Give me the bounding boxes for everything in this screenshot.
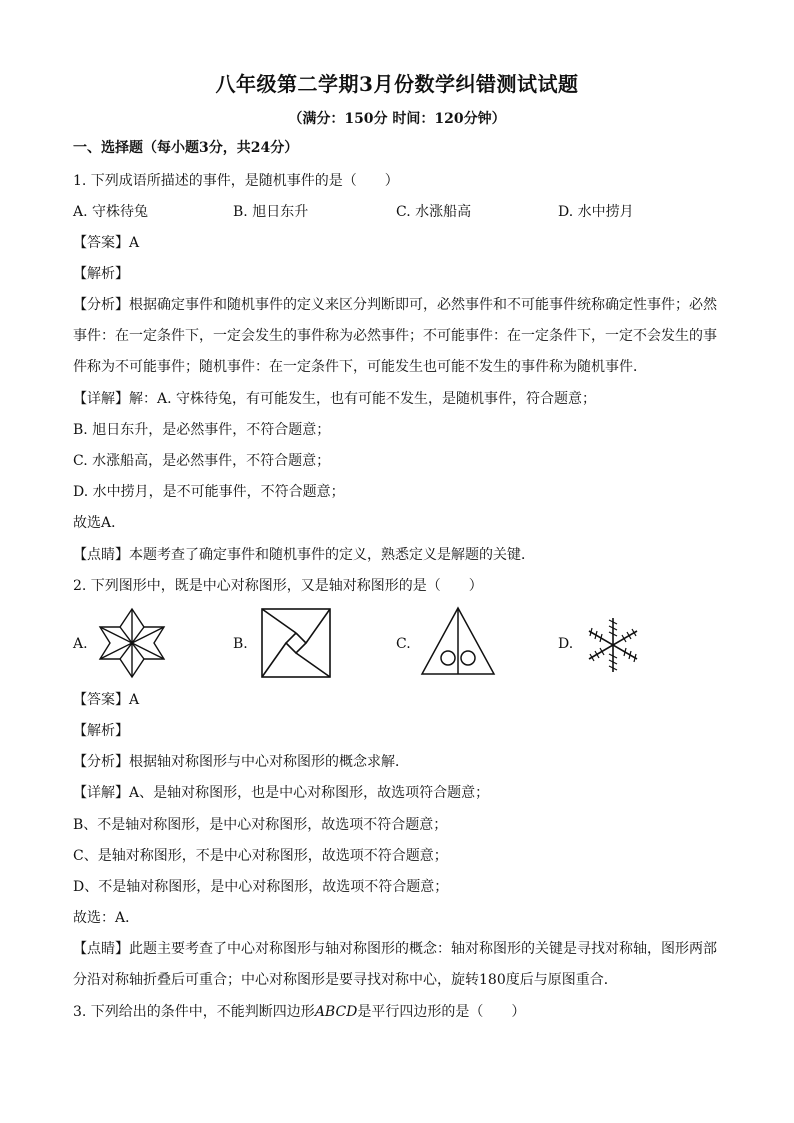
q3-stem-prefix: 3. 下列给出的条件中，不能判断四边形 xyxy=(73,1004,315,1020)
q2-detail-line-3: C、是轴对称图形，不是中心对称图形，故选项不符合题意； xyxy=(73,848,448,864)
q2-conclusion: 故选：A． xyxy=(73,910,140,926)
q3-stem-suffix: 是平行四边形的是（ ） xyxy=(357,1004,526,1020)
q2-stem: 2. 下列图形中，既是中心对称图形，又是轴对称图形的是（ ） xyxy=(73,578,483,594)
q2-comment-line-1: 【点睛】此题主要考查了中心对称图形与轴对称图形的概念：轴对称图形的关键是寻找对称轴，图形两部 xyxy=(73,941,717,957)
q2-option-c-label: C. xyxy=(396,636,411,652)
q2-detail-line-4: D、不是轴对称图形，是中心对称图形，故选项不符合题意； xyxy=(73,879,449,895)
q3-stem-variable: ABCD xyxy=(314,1004,358,1020)
q1-comment: 【点睛】本题考查了确定事件和随机事件的定义，熟悉定义是解题的关键． xyxy=(73,547,535,563)
q2-option-b-label: B. xyxy=(233,636,248,652)
q1-conclusion: 故选A． xyxy=(73,515,126,531)
q1-option-b: B. 旭日东升 xyxy=(233,204,309,220)
q1-detail-line-1: 【详解】解：A. 守株待兔，有可能发生，也有可能不发生，是随机事件，符合题意； xyxy=(73,391,597,407)
q1-detail-line-2: B. 旭日东升，是必然事件，不符合题意； xyxy=(73,422,331,438)
q1-analysis-line-1: 【分析】根据确定事件和随机事件的定义来区分判断即可，必然事件和不可能事件统称确定性事件；必然 xyxy=(73,297,717,313)
q1-option-c: C. 水涨船高 xyxy=(396,204,472,220)
q2-comment-line-2: 分沿对称轴折叠后可重合；中心对称图形是要寻找对称中心，旋转180度后与原图重合． xyxy=(73,972,618,988)
q2-detail-line-1: 【详解】A、是轴对称图形，也是中心对称图形，故选项符合题意； xyxy=(73,785,490,801)
q2-answer: 【答案】A xyxy=(73,692,140,708)
q1-detail-line-4: D. 水中捞月，是不可能事件，不符合题意； xyxy=(73,484,345,500)
q2-option-a-label: A. xyxy=(73,636,88,652)
q2-figure-b-pinwheel-square-icon xyxy=(260,607,332,679)
q2-analysis-line: 【分析】根据轴对称图形与中心对称图形的概念求解． xyxy=(73,754,409,770)
q2-figure-c-triangle-circles-icon xyxy=(420,606,496,676)
q2-figure-d-rotated-spokes-icon xyxy=(582,614,644,676)
q1-analysis-line-2: 事件：在一定条件下，一定会发生的事件称为必然事件；不可能事件：在一定条件下，一定不会发生的事 xyxy=(73,328,717,344)
q2-detail-line-2: B、不是轴对称图形，是中心对称图形，故选项不符合题意； xyxy=(73,817,448,833)
q1-option-a: A. 守株待兔 xyxy=(73,204,149,220)
q3-stem xyxy=(73,1002,525,1022)
q2-figure-a-six-point-star-icon xyxy=(96,605,168,681)
page-subtitle: （满分：150分 时间：120分钟） xyxy=(288,111,506,127)
q1-analysis-label: 【解析】 xyxy=(73,266,129,282)
q2-option-d-label: D. xyxy=(558,636,574,652)
q1-option-d: D. 水中捞月 xyxy=(558,204,634,220)
q1-analysis-line-3: 件称为不可能事件；随机事件：在一定条件下，可能发生也可能不发生的事件称为随机事件． xyxy=(73,359,647,375)
section-heading: 一、选择题（每小题3分，共24分） xyxy=(73,140,299,156)
page-title: 八年级第二学期3月份数学纠错测试试题 xyxy=(215,72,579,96)
q1-answer: 【答案】A xyxy=(73,235,140,251)
q1-stem: 1. 下列成语所描述的事件，是随机事件的是（ ） xyxy=(73,173,399,189)
q1-detail-line-3: C. 水涨船高，是必然事件，不符合题意； xyxy=(73,453,331,469)
q2-analysis-label: 【解析】 xyxy=(73,723,129,739)
